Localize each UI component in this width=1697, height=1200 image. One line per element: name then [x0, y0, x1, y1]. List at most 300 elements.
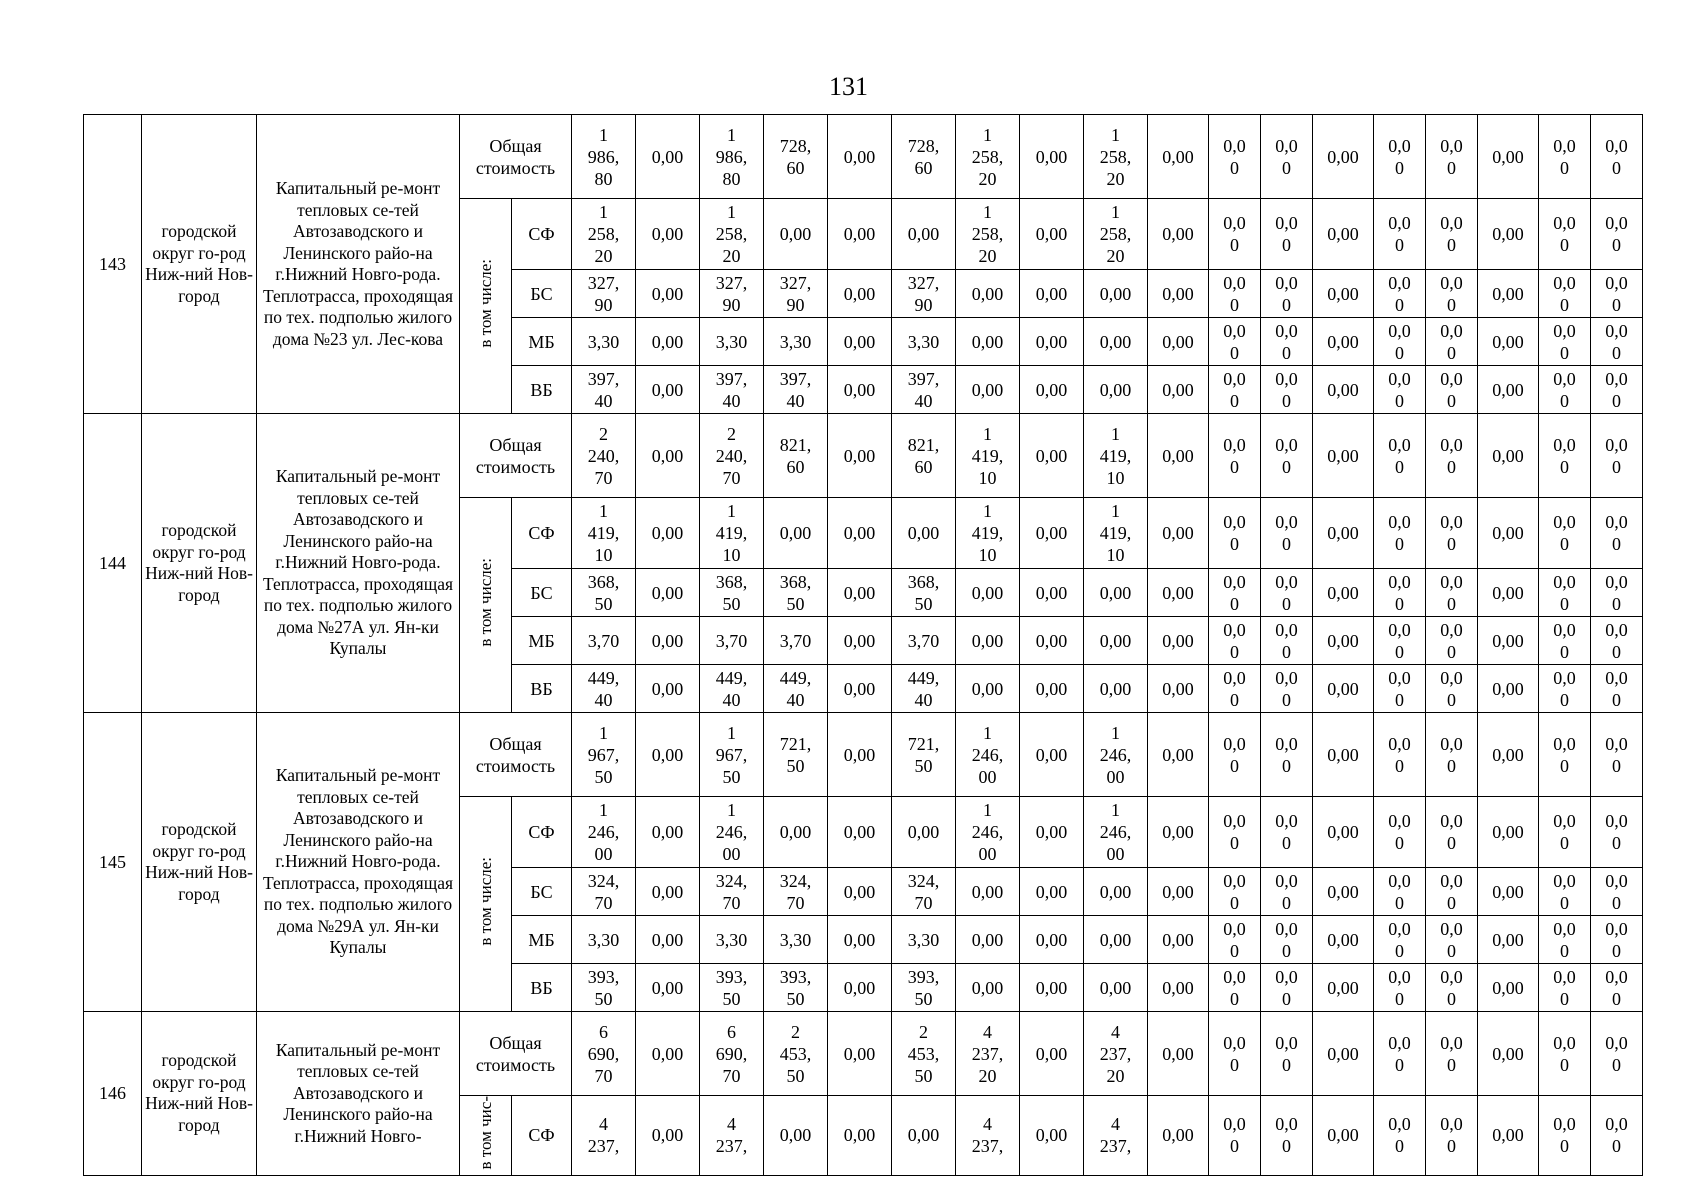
- value-cell: 0,0 0: [1426, 868, 1478, 916]
- value-cell: 0,00: [1478, 617, 1539, 665]
- value-cell: 0,00: [1020, 270, 1084, 318]
- value-cell: 0,00: [1084, 366, 1148, 414]
- value-cell: 0,00: [1313, 366, 1374, 414]
- subtotal-label-cell: [460, 797, 512, 1012]
- value-cell: 0,0 0: [1261, 665, 1313, 713]
- value-cell: 6 690, 70: [572, 1012, 636, 1096]
- value-cell: 0,00: [1478, 1096, 1539, 1176]
- value-cell: 0,0 0: [1261, 713, 1313, 797]
- value-cell: 0,00: [636, 1012, 700, 1096]
- value-cell: 0,00: [1148, 964, 1209, 1012]
- subtotal-label: в том числе:: [475, 558, 495, 647]
- value-cell: 0,00: [1148, 797, 1209, 868]
- value-cell: 0,0 0: [1591, 318, 1643, 366]
- value-cell: 0,00: [636, 797, 700, 868]
- value-cell: 0,00: [828, 713, 892, 797]
- value-cell: 0,00: [636, 270, 700, 318]
- description-cell: Капитальный ре-монт тепловых се-тей Автозаводского и Ленинского райо-на г.Нижний Новго-рода. Теплотрасса, проходящая по тех. подполью жилого дома №27А ул. Ян-ки Купалы: [257, 414, 460, 713]
- value-cell: 0,00: [1313, 270, 1374, 318]
- value-cell: 393, 50: [572, 964, 636, 1012]
- value-cell: 0,0 0: [1209, 797, 1261, 868]
- value-cell: 821, 60: [892, 414, 956, 498]
- value-cell: 0,00: [636, 366, 700, 414]
- value-cell: 4 237, 20: [956, 1012, 1020, 1096]
- value-cell: 0,00: [1148, 713, 1209, 797]
- budget-table: [83, 114, 1643, 1176]
- value-cell: 0,0 0: [1374, 569, 1426, 617]
- value-cell: 368, 50: [764, 569, 828, 617]
- value-cell: 1 258, 20: [956, 199, 1020, 270]
- value-cell: 3,30: [700, 916, 764, 964]
- value-cell: 0,0 0: [1591, 270, 1643, 318]
- value-cell: 0,00: [1020, 797, 1084, 868]
- value-cell: 0,0 0: [1209, 199, 1261, 270]
- value-cell: 449, 40: [700, 665, 764, 713]
- total-label-cell: Общая стоимость: [460, 1012, 572, 1096]
- value-cell: 0,0 0: [1591, 366, 1643, 414]
- subtotal-label-cell: [460, 199, 512, 414]
- value-cell: 0,00: [1084, 964, 1148, 1012]
- table-row: [84, 414, 1643, 498]
- value-cell: 2 240, 70: [700, 414, 764, 498]
- value-cell: 0,00: [1478, 414, 1539, 498]
- row-number-cell: 146: [84, 1012, 142, 1176]
- value-cell: 0,00: [636, 916, 700, 964]
- value-cell: 1 246, 00: [1084, 713, 1148, 797]
- value-cell: 368, 50: [700, 569, 764, 617]
- row-number-cell: 145: [84, 713, 142, 1012]
- value-cell: 0,00: [1313, 1012, 1374, 1096]
- value-cell: 0,00: [1148, 868, 1209, 916]
- value-cell: 0,00: [1084, 665, 1148, 713]
- value-cell: 1 986, 80: [572, 115, 636, 199]
- value-cell: 0,00: [764, 498, 828, 569]
- value-cell: 0,00: [1148, 199, 1209, 270]
- value-cell: 0,00: [1478, 797, 1539, 868]
- source-label-cell: МБ: [512, 318, 572, 366]
- value-cell: 0,0 0: [1539, 498, 1591, 569]
- row-number-cell: 143: [84, 115, 142, 414]
- value-cell: 0,00: [636, 498, 700, 569]
- source-label-cell: СФ: [512, 498, 572, 569]
- value-cell: 324, 70: [700, 868, 764, 916]
- value-cell: 0,00: [1020, 318, 1084, 366]
- value-cell: 0,00: [1084, 916, 1148, 964]
- value-cell: 0,0 0: [1261, 366, 1313, 414]
- value-cell: 728, 60: [892, 115, 956, 199]
- value-cell: 0,00: [828, 115, 892, 199]
- value-cell: 0,00: [636, 199, 700, 270]
- value-cell: 0,0 0: [1426, 366, 1478, 414]
- value-cell: 449, 40: [764, 665, 828, 713]
- value-cell: 0,0 0: [1426, 1096, 1478, 1176]
- value-cell: 1 419, 10: [1084, 414, 1148, 498]
- value-cell: 0,00: [828, 318, 892, 366]
- value-cell: 0,0 0: [1591, 1012, 1643, 1096]
- value-cell: 0,00: [1313, 199, 1374, 270]
- value-cell: 0,0 0: [1374, 318, 1426, 366]
- value-cell: 393, 50: [892, 964, 956, 1012]
- value-cell: 0,0 0: [1539, 270, 1591, 318]
- value-cell: 0,00: [1020, 569, 1084, 617]
- value-cell: 0,0 0: [1539, 366, 1591, 414]
- value-cell: 0,00: [1020, 366, 1084, 414]
- value-cell: 0,00: [956, 318, 1020, 366]
- value-cell: 0,0 0: [1209, 868, 1261, 916]
- value-cell: 0,0 0: [1539, 115, 1591, 199]
- value-cell: 0,0 0: [1426, 270, 1478, 318]
- value-cell: 0,0 0: [1261, 964, 1313, 1012]
- value-cell: 0,0 0: [1539, 199, 1591, 270]
- value-cell: 3,30: [764, 916, 828, 964]
- value-cell: 0,00: [1020, 498, 1084, 569]
- value-cell: 3,70: [572, 617, 636, 665]
- value-cell: 4 237, 20: [1084, 1012, 1148, 1096]
- value-cell: 0,0 0: [1261, 1012, 1313, 1096]
- value-cell: 0,0 0: [1539, 868, 1591, 916]
- total-label-cell: Общая стоимость: [460, 713, 572, 797]
- subtotal-label-cell: [460, 1096, 512, 1176]
- value-cell: 2 453, 50: [764, 1012, 828, 1096]
- value-cell: 0,00: [956, 270, 1020, 318]
- value-cell: 0,0 0: [1539, 1012, 1591, 1096]
- value-cell: 3,30: [892, 916, 956, 964]
- value-cell: 721, 50: [892, 713, 956, 797]
- value-cell: 0,00: [1148, 1096, 1209, 1176]
- value-cell: 0,00: [828, 617, 892, 665]
- value-cell: 0,00: [1148, 498, 1209, 569]
- value-cell: 728, 60: [764, 115, 828, 199]
- value-cell: 0,00: [1478, 366, 1539, 414]
- value-cell: 0,00: [1084, 569, 1148, 617]
- value-cell: 0,0 0: [1539, 916, 1591, 964]
- value-cell: 0,00: [1148, 318, 1209, 366]
- value-cell: 3,30: [572, 916, 636, 964]
- value-cell: 0,0 0: [1209, 665, 1261, 713]
- value-cell: 0,0 0: [1261, 199, 1313, 270]
- value-cell: 0,0 0: [1261, 498, 1313, 569]
- value-cell: 0,00: [1478, 270, 1539, 318]
- value-cell: 0,00: [892, 199, 956, 270]
- value-cell: 0,00: [1020, 868, 1084, 916]
- value-cell: 0,0 0: [1209, 713, 1261, 797]
- value-cell: 324, 70: [572, 868, 636, 916]
- value-cell: 0,0 0: [1426, 414, 1478, 498]
- value-cell: 1 419, 10: [1084, 498, 1148, 569]
- value-cell: 0,0 0: [1374, 916, 1426, 964]
- value-cell: 0,0 0: [1261, 1096, 1313, 1176]
- value-cell: 0,00: [1084, 868, 1148, 916]
- value-cell: 6 690, 70: [700, 1012, 764, 1096]
- value-cell: 0,00: [636, 665, 700, 713]
- value-cell: 0,0 0: [1374, 868, 1426, 916]
- value-cell: 0,00: [1478, 498, 1539, 569]
- value-cell: 0,00: [636, 115, 700, 199]
- value-cell: 0,0 0: [1426, 1012, 1478, 1096]
- value-cell: 0,0 0: [1261, 318, 1313, 366]
- value-cell: 0,0 0: [1209, 498, 1261, 569]
- value-cell: 0,0 0: [1591, 713, 1643, 797]
- row-number-cell: 144: [84, 414, 142, 713]
- value-cell: 0,0 0: [1426, 318, 1478, 366]
- value-cell: 0,00: [956, 868, 1020, 916]
- value-cell: 0,00: [1020, 115, 1084, 199]
- value-cell: 0,00: [1020, 617, 1084, 665]
- value-cell: 0,00: [1020, 964, 1084, 1012]
- value-cell: 0,0 0: [1209, 916, 1261, 964]
- value-cell: 0,0 0: [1261, 916, 1313, 964]
- value-cell: 0,00: [828, 665, 892, 713]
- value-cell: 0,0 0: [1261, 868, 1313, 916]
- value-cell: 0,00: [1148, 569, 1209, 617]
- value-cell: 0,00: [636, 617, 700, 665]
- territory-cell: городской округ го-род Ниж-ний Нов-город: [142, 115, 257, 414]
- value-cell: 0,0 0: [1374, 366, 1426, 414]
- value-cell: 0,00: [1313, 916, 1374, 964]
- value-cell: 0,0 0: [1591, 665, 1643, 713]
- value-cell: 0,0 0: [1539, 569, 1591, 617]
- value-cell: 1 986, 80: [700, 115, 764, 199]
- value-cell: 0,0 0: [1374, 199, 1426, 270]
- value-cell: 0,0 0: [1591, 569, 1643, 617]
- value-cell: 0,0 0: [1209, 366, 1261, 414]
- source-label-cell: БС: [512, 868, 572, 916]
- value-cell: 0,00: [892, 1096, 956, 1176]
- value-cell: 0,0 0: [1374, 115, 1426, 199]
- subtotal-label: в том числе:: [475, 259, 495, 348]
- value-cell: 368, 50: [572, 569, 636, 617]
- value-cell: 0,0 0: [1591, 1096, 1643, 1176]
- source-label-cell: БС: [512, 270, 572, 318]
- value-cell: 0,00: [1478, 964, 1539, 1012]
- value-cell: 0,00: [1020, 1096, 1084, 1176]
- value-cell: 327, 90: [572, 270, 636, 318]
- value-cell: 0,00: [1478, 318, 1539, 366]
- value-cell: 0,00: [1478, 115, 1539, 199]
- value-cell: 0,00: [1313, 498, 1374, 569]
- value-cell: 3,30: [892, 318, 956, 366]
- value-cell: 1 419, 10: [572, 498, 636, 569]
- description-cell: Капитальный ре-монт тепловых се-тей Автозаводского и Ленинского райо-на г.Нижний Новго-рода. Теплотрасса, проходящая по тех. подполью жилого дома №29А ул. Ян-ки Купалы: [257, 713, 460, 1012]
- value-cell: 0,0 0: [1261, 414, 1313, 498]
- value-cell: 0,0 0: [1539, 713, 1591, 797]
- value-cell: 0,00: [956, 916, 1020, 964]
- value-cell: 0,0 0: [1209, 414, 1261, 498]
- source-label-cell: СФ: [512, 797, 572, 868]
- subtotal-label-cell: [460, 498, 512, 713]
- total-label-cell: Общая стоимость: [460, 414, 572, 498]
- value-cell: 0,00: [636, 964, 700, 1012]
- value-cell: 0,0 0: [1591, 868, 1643, 916]
- value-cell: 0,00: [1478, 1012, 1539, 1096]
- value-cell: 821, 60: [764, 414, 828, 498]
- value-cell: 0,0 0: [1374, 665, 1426, 713]
- value-cell: 0,00: [1020, 713, 1084, 797]
- value-cell: 0,0 0: [1374, 1096, 1426, 1176]
- value-cell: 0,00: [1148, 414, 1209, 498]
- value-cell: 0,00: [956, 964, 1020, 1012]
- value-cell: 0,00: [1084, 270, 1148, 318]
- value-cell: 0,0 0: [1539, 797, 1591, 868]
- value-cell: 0,00: [1478, 199, 1539, 270]
- value-cell: 0,0 0: [1591, 498, 1643, 569]
- source-label-cell: ВБ: [512, 366, 572, 414]
- value-cell: 0,0 0: [1374, 498, 1426, 569]
- value-cell: 0,00: [956, 665, 1020, 713]
- value-cell: 0,0 0: [1261, 115, 1313, 199]
- value-cell: 0,00: [828, 916, 892, 964]
- value-cell: 0,00: [1478, 713, 1539, 797]
- value-cell: 0,00: [1020, 414, 1084, 498]
- value-cell: 1 258, 20: [572, 199, 636, 270]
- value-cell: 1 246, 00: [956, 713, 1020, 797]
- value-cell: 0,00: [764, 797, 828, 868]
- value-cell: 0,00: [1148, 366, 1209, 414]
- value-cell: 0,00: [956, 569, 1020, 617]
- value-cell: 0,0 0: [1374, 713, 1426, 797]
- table-row: [84, 1012, 1643, 1096]
- value-cell: 0,00: [1313, 868, 1374, 916]
- value-cell: 0,0 0: [1539, 318, 1591, 366]
- description-cell: Капитальный ре-монт тепловых се-тей Автозаводского и Ленинского райо-на г.Нижний Новго-рода. Теплотрасса, проходящая по тех. подполью жилого дома №23 ул. Лес-кова: [257, 115, 460, 414]
- value-cell: 0,00: [1020, 916, 1084, 964]
- value-cell: 0,0 0: [1209, 617, 1261, 665]
- value-cell: 0,0 0: [1591, 916, 1643, 964]
- value-cell: 0,00: [1148, 115, 1209, 199]
- value-cell: 0,00: [956, 617, 1020, 665]
- value-cell: 0,00: [1084, 318, 1148, 366]
- value-cell: 324, 70: [764, 868, 828, 916]
- source-label-cell: СФ: [512, 199, 572, 270]
- value-cell: 0,00: [828, 270, 892, 318]
- value-cell: 0,00: [1313, 964, 1374, 1012]
- value-cell: 0,0 0: [1374, 964, 1426, 1012]
- value-cell: 0,00: [1313, 569, 1374, 617]
- value-cell: 1 967, 50: [700, 713, 764, 797]
- value-cell: 0,0 0: [1591, 414, 1643, 498]
- value-cell: 1 258, 20: [1084, 199, 1148, 270]
- value-cell: 721, 50: [764, 713, 828, 797]
- value-cell: 0,00: [1148, 1012, 1209, 1096]
- value-cell: 3,70: [892, 617, 956, 665]
- value-cell: 0,00: [636, 713, 700, 797]
- value-cell: 0,00: [1478, 868, 1539, 916]
- value-cell: 0,0 0: [1261, 569, 1313, 617]
- value-cell: 4 237,: [1084, 1096, 1148, 1176]
- value-cell: 0,0 0: [1209, 270, 1261, 318]
- value-cell: 4 237,: [572, 1096, 636, 1176]
- value-cell: 324, 70: [892, 868, 956, 916]
- value-cell: 393, 50: [700, 964, 764, 1012]
- value-cell: 0,0 0: [1374, 617, 1426, 665]
- value-cell: 397, 40: [892, 366, 956, 414]
- value-cell: 0,0 0: [1426, 916, 1478, 964]
- value-cell: 0,0 0: [1209, 569, 1261, 617]
- value-cell: 4 237,: [700, 1096, 764, 1176]
- description-cell: Капитальный ре-монт тепловых се-тей Автозаводского и Ленинского райо-на г.Нижний Новго-: [257, 1012, 460, 1176]
- value-cell: 0,0 0: [1426, 569, 1478, 617]
- value-cell: 0,0 0: [1426, 665, 1478, 713]
- value-cell: 0,00: [636, 414, 700, 498]
- value-cell: 397, 40: [700, 366, 764, 414]
- table-row: [84, 115, 1643, 199]
- value-cell: 0,0 0: [1426, 115, 1478, 199]
- value-cell: 0,00: [892, 797, 956, 868]
- source-label-cell: МБ: [512, 916, 572, 964]
- value-cell: 1 258, 20: [956, 115, 1020, 199]
- value-cell: 0,00: [956, 366, 1020, 414]
- value-cell: 327, 90: [764, 270, 828, 318]
- value-cell: 0,0 0: [1374, 414, 1426, 498]
- value-cell: 0,0 0: [1209, 318, 1261, 366]
- source-label-cell: ВБ: [512, 964, 572, 1012]
- value-cell: 0,0 0: [1539, 1096, 1591, 1176]
- value-cell: 0,0 0: [1591, 797, 1643, 868]
- value-cell: 0,0 0: [1426, 713, 1478, 797]
- value-cell: 0,00: [1313, 713, 1374, 797]
- value-cell: 449, 40: [892, 665, 956, 713]
- value-cell: 0,00: [1148, 270, 1209, 318]
- value-cell: 1 419, 10: [956, 498, 1020, 569]
- value-cell: 0,0 0: [1591, 964, 1643, 1012]
- value-cell: 0,00: [1020, 1012, 1084, 1096]
- value-cell: 2 240, 70: [572, 414, 636, 498]
- value-cell: 0,00: [1148, 617, 1209, 665]
- territory-cell: городской округ го-род Ниж-ний Нов-город: [142, 1012, 257, 1176]
- source-label-cell: БС: [512, 569, 572, 617]
- value-cell: 0,00: [636, 318, 700, 366]
- value-cell: 0,0 0: [1591, 617, 1643, 665]
- value-cell: 0,0 0: [1426, 498, 1478, 569]
- value-cell: 0,0 0: [1209, 1096, 1261, 1176]
- value-cell: 0,0 0: [1539, 414, 1591, 498]
- value-cell: 0,0 0: [1209, 1012, 1261, 1096]
- subtotal-label: в том чис-: [475, 1096, 495, 1170]
- value-cell: 1 246, 00: [572, 797, 636, 868]
- value-cell: 1 258, 20: [1084, 115, 1148, 199]
- value-cell: 0,00: [1313, 617, 1374, 665]
- value-cell: 0,00: [828, 414, 892, 498]
- value-cell: 0,00: [828, 569, 892, 617]
- value-cell: 0,0 0: [1426, 964, 1478, 1012]
- source-label-cell: МБ: [512, 617, 572, 665]
- value-cell: 327, 90: [700, 270, 764, 318]
- value-cell: 1 246, 00: [1084, 797, 1148, 868]
- source-label-cell: СФ: [512, 1096, 572, 1176]
- value-cell: 393, 50: [764, 964, 828, 1012]
- value-cell: 449, 40: [572, 665, 636, 713]
- value-cell: 1 967, 50: [572, 713, 636, 797]
- value-cell: 397, 40: [764, 366, 828, 414]
- value-cell: 3,30: [764, 318, 828, 366]
- value-cell: 0,00: [1148, 916, 1209, 964]
- value-cell: 0,00: [1084, 617, 1148, 665]
- value-cell: 0,00: [1313, 115, 1374, 199]
- value-cell: 0,0 0: [1209, 115, 1261, 199]
- value-cell: 0,00: [828, 1012, 892, 1096]
- source-label-cell: ВБ: [512, 665, 572, 713]
- value-cell: 2 453, 50: [892, 1012, 956, 1096]
- territory-cell: городской округ го-род Ниж-ний Нов-город: [142, 414, 257, 713]
- value-cell: 0,00: [828, 199, 892, 270]
- value-cell: 0,00: [1148, 665, 1209, 713]
- value-cell: 0,00: [764, 199, 828, 270]
- value-cell: 0,0 0: [1591, 115, 1643, 199]
- value-cell: 1 246, 00: [700, 797, 764, 868]
- value-cell: 0,0 0: [1539, 964, 1591, 1012]
- value-cell: 0,00: [892, 498, 956, 569]
- value-cell: 0,00: [828, 366, 892, 414]
